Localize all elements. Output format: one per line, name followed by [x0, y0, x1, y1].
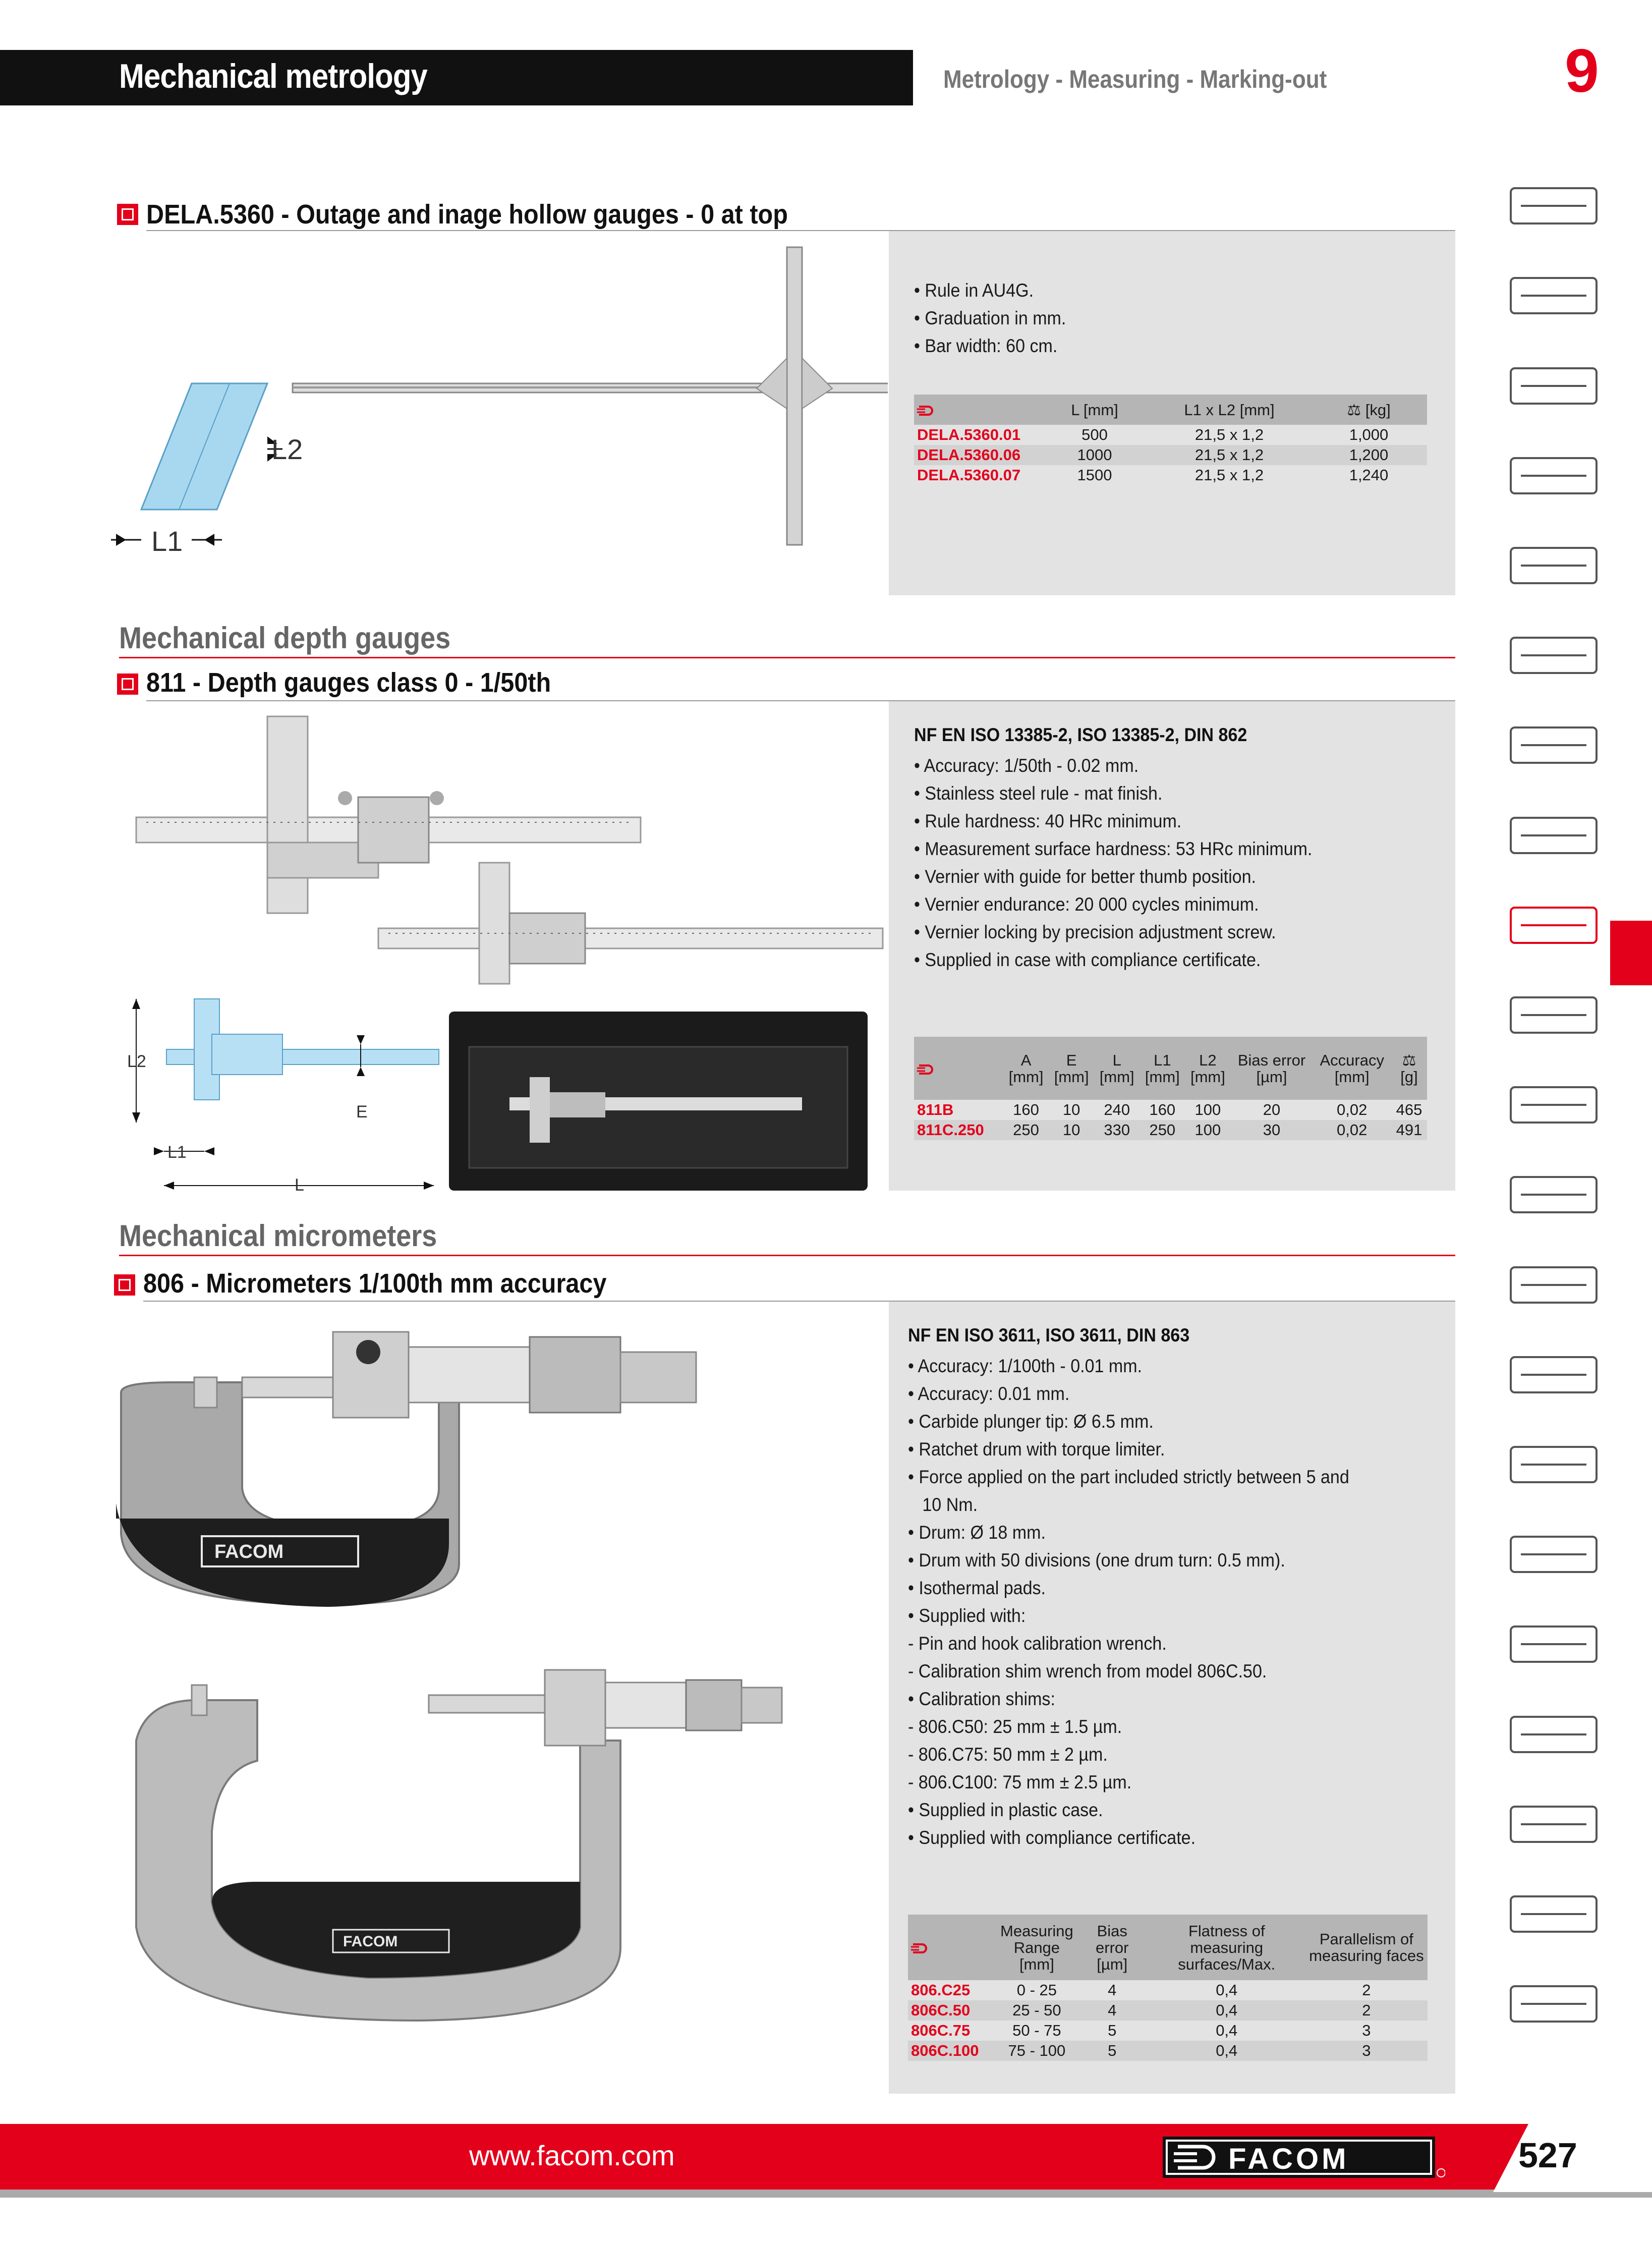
table-header-ref [908, 1915, 997, 1980]
table-header-weight: ⚖ [kg] [1311, 395, 1427, 425]
l1-dimension-arrows [111, 530, 222, 550]
dim-label-e: E [356, 1102, 368, 1122]
table-row: DELA.5360.01 500 21,5 x 1,2 1,000 [917, 426, 1389, 443]
pliers-icon[interactable] [1501, 808, 1612, 863]
spec-table-806 [908, 1915, 1428, 2061]
bullet-item: • Accuracy: 1/50th - 0.02 mm. [914, 755, 1139, 776]
bullet-item: • Supplied in case with compliance certificate. [914, 949, 1261, 970]
weight-icon: ⚖ [1402, 1051, 1416, 1069]
impact-wrench-icon[interactable] [1501, 1347, 1612, 1403]
wrench-icon[interactable] [1501, 448, 1612, 503]
table-header: A [mm] [1003, 1037, 1049, 1100]
bullet-item: • Supplied in plastic case. [908, 1800, 1103, 1820]
bullet-item: - 806.C50: 25 mm ± 1.5 µm. [908, 1716, 1122, 1737]
section-marker-icon [114, 1274, 135, 1296]
table-row: 806C.75 50 - 75 5 0,4 3 [911, 2022, 1371, 2039]
bullet-item: • Rule in AU4G. [914, 280, 1034, 301]
safety-icon[interactable] [1501, 1527, 1612, 1582]
table-header-weight: ⚖ [g] [1391, 1037, 1427, 1100]
blue-scale-section [141, 383, 267, 510]
brand-on-micrometer: FACOM [343, 1933, 398, 1950]
table-header-ref [914, 395, 1041, 425]
bullet-item: - Calibration shim wrench from model 806C.50. [908, 1661, 1267, 1681]
gauge-case-photo [449, 1012, 868, 1191]
facom-mini-logo-icon [917, 405, 940, 416]
bullet-item: • Measurement surface hardness: 53 HRc minimum. [914, 838, 1313, 859]
spec-table-811 [914, 1037, 1427, 1140]
facom-mini-logo-icon [917, 1064, 940, 1075]
dim-label-l: L [295, 1175, 304, 1195]
table-row: DELA.5360.06 1000 21,5 x 1,2 1,200 [914, 445, 1427, 465]
bullet-list-811 [914, 752, 1312, 974]
table-header: Bias error [µm] [1230, 1037, 1313, 1100]
dim-label-l2: L2 [127, 1052, 146, 1071]
table-header-ref [914, 1037, 1003, 1100]
bullet-item: • Vernier with guide for better thumb position. [914, 866, 1256, 887]
facom-logo-text: FACOM [1228, 2143, 1349, 2175]
puller-icon[interactable] [1501, 1167, 1612, 1222]
car-icon[interactable] [1501, 1797, 1612, 1852]
bullet-list-806 [908, 1352, 1349, 1852]
socket-icon[interactable] [1501, 538, 1612, 593]
tool-box-icon[interactable] [1501, 178, 1612, 234]
outage-gauge-drawing [101, 237, 888, 560]
brand-on-micrometer: FACOM [214, 1541, 284, 1562]
bullet-item: • Vernier endurance: 20 000 cycles minimum. [914, 894, 1259, 915]
micrometer-small-photo [116, 1322, 797, 1609]
hacksaw-icon[interactable] [1501, 1077, 1612, 1133]
dim-label-l1: L1 [167, 1143, 187, 1162]
table-header: L [mm] [1041, 395, 1148, 425]
table-row: DELA.5360.07 1500 21,5 x 1,2 1,240 [917, 466, 1389, 484]
standards-806: NF EN ISO 3611, ISO 3611, DIN 863 [908, 1325, 1190, 1345]
table-header: E [mm] [1049, 1037, 1094, 1100]
chapter-number: 9 [1565, 36, 1599, 105]
facom-mini-logo-icon [911, 1943, 934, 1954]
section-heading-dela5360: DELA.5360 - Outage and inage hollow gauges - 0 at top [146, 199, 788, 230]
table-header: Bias error [µm] [1076, 1915, 1148, 1980]
table-header: Accuracy [mm] [1313, 1037, 1391, 1100]
bullet-item: • Ratchet drum with torque limiter. [908, 1439, 1165, 1460]
table-header: L1 x L2 [mm] [1148, 395, 1311, 425]
dim-label-l2: L2 [271, 433, 303, 465]
handle-icon[interactable] [1501, 1707, 1612, 1762]
section-heading-806: 806 - Micrometers 1/100th mm accuracy [143, 1268, 607, 1299]
depth-gauge-diagram [121, 984, 444, 1196]
section-marker-icon [117, 204, 138, 225]
screwdriver-icon[interactable] [1501, 717, 1612, 773]
bullet-item: • Carbide plunger tip: Ø 6.5 mm. [908, 1411, 1154, 1432]
truck-icon[interactable] [1501, 1886, 1612, 1942]
bullet-item: • Rule hardness: 40 HRc minimum. [914, 811, 1182, 831]
hammer-icon[interactable] [1501, 987, 1612, 1043]
depth-gauge-small [378, 863, 883, 984]
bullet-item: - 806.C100: 75 mm ± 2.5 µm. [908, 1772, 1132, 1792]
category-heading-depth-gauges: Mechanical depth gauges [119, 621, 451, 655]
bullet-item: • Vernier locking by precision adjustment screw. [914, 922, 1276, 942]
bullet-item: • Accuracy: 1/100th - 0.01 mm. [908, 1356, 1143, 1376]
gauge-head [787, 247, 802, 545]
electrical-icon[interactable] [1501, 1616, 1612, 1672]
table-header: Measuring Range [mm] [997, 1915, 1076, 1980]
aircraft-icon[interactable] [1501, 1976, 1612, 2032]
page-number: 527 [1518, 2136, 1577, 2175]
footer-stripe [0, 2190, 1652, 2198]
section-heading-811: 811 - Depth gauges class 0 - 1/50th [146, 667, 551, 698]
weight-icon: ⚖ [1347, 401, 1365, 419]
table-row: 806.C25 0 - 25 4 0,4 2 [911, 1981, 1371, 1999]
table-row: 806C.50 25 - 50 4 0,4 2 [908, 2000, 1428, 2021]
active-chapter-tab[interactable] [1610, 921, 1652, 985]
table-header: L2 [mm] [1185, 1037, 1230, 1100]
bullet-item: • Supplied with: [908, 1605, 1026, 1626]
page-title: Mechanical metrology [119, 57, 427, 95]
category-divider [119, 1255, 1455, 1256]
ratchet-icon[interactable] [1501, 628, 1612, 683]
electronic-tester-icon[interactable] [1501, 1257, 1612, 1313]
standards-811: NF EN ISO 13385-2, ISO 13385-2, DIN 862 [914, 724, 1247, 745]
vice-icon[interactable] [1501, 1437, 1612, 1492]
bullet-list-dela5360 [914, 276, 1066, 360]
bullet-item: • Bar width: 60 cm. [914, 335, 1058, 356]
micrometer-large-photo [116, 1665, 797, 2028]
tool-cabinet-icon[interactable] [1501, 268, 1612, 323]
depth-gauge-photos [116, 706, 888, 989]
category-heading-micrometers: Mechanical micrometers [119, 1219, 437, 1253]
section-marker-icon [117, 674, 138, 695]
bullet-item: • Drum: Ø 18 mm. [908, 1522, 1046, 1543]
facom-logo [1163, 2137, 1445, 2179]
table-header: L [mm] [1094, 1037, 1140, 1100]
table-row: 811C.250 250 10 330 250 100 30 0,02 491 [914, 1120, 1427, 1140]
bullet-item: • Drum with 50 divisions (one drum turn: 0.5 mm). [908, 1550, 1285, 1571]
table-header: Parallelism of measuring faces [1305, 1915, 1428, 1980]
category-divider [119, 657, 1455, 658]
bullet-item: - Pin and hook calibration wrench. [908, 1633, 1167, 1654]
page-subtitle: Metrology - Measuring - Marking-out [943, 65, 1327, 93]
bullet-item: • Accuracy: 0.01 mm. [908, 1383, 1070, 1404]
bullet-item: • Stainless steel rule - mat finish. [914, 783, 1163, 804]
table-row: 811B 160 10 240 160 100 20 0,02 465 [917, 1101, 1422, 1118]
bullet-item: • Supplied with compliance certificate. [908, 1827, 1196, 1848]
table-header: Flatness of measuring surfaces/Max. [1148, 1915, 1305, 1980]
bullet-item: • Force applied on the part included strictly between 5 and [908, 1467, 1349, 1487]
depth-gauge-large [136, 716, 641, 913]
spec-table-dela5360 [914, 395, 1427, 485]
tool-chest-icon[interactable] [1501, 358, 1612, 414]
bullet-item: • Calibration shims: [908, 1689, 1055, 1709]
bullet-item: - 806.C75: 50 mm ± 2 µm. [908, 1744, 1108, 1765]
dim-label-l1: L1 [151, 525, 183, 557]
measuring-tape-icon[interactable] [1501, 898, 1612, 953]
bullet-item: • Graduation in mm. [914, 308, 1066, 328]
table-row: 806C.100 75 - 100 5 0,4 3 [908, 2041, 1428, 2061]
table-header: L1 [mm] [1140, 1037, 1185, 1100]
footer-url-link[interactable]: www.facom.com [469, 2140, 675, 2171]
bullet-item: • Isothermal pads. [908, 1578, 1046, 1598]
bullet-item: 10 Nm. [908, 1494, 978, 1515]
